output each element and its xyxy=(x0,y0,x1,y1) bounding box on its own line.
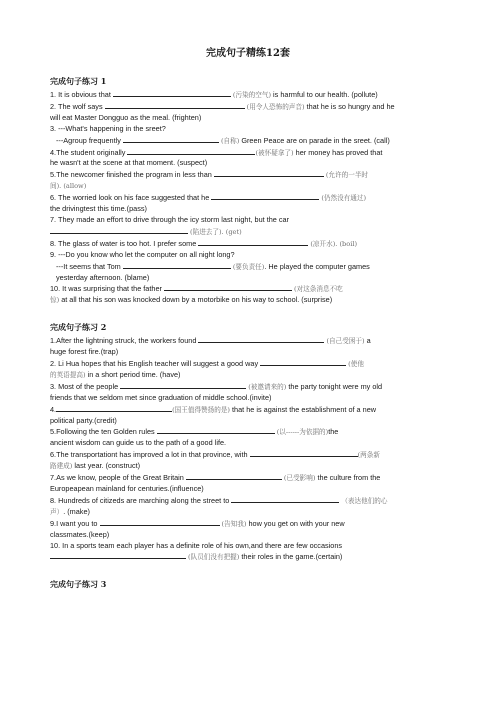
answer-blank[interactable] xyxy=(123,135,219,143)
document-page: 完成句子精练12套 完成句子练习 1 1. It is obvious that (污染的空气) is harmful to our health. (pollute) 2. The wolf says (用令人恐怖的声音) that he is so hungry and he will eat Master Dongguo as the meal. (frighten) 3. ---What's happening in the sreet? ---Agroup frequently (自称) Green Peace are on parade in the sreet. (call) 4.The student originally (被怀疑拿了) her money has proved that he wasn't at the scene at that moment. (suspect) 5.The newcomer finished the program in less than (允许的一半时 间). (allow) 6. The worried look on his face suggested that he (仍然没有通过) the drivingtest this time.(pass) 7. They made an effort to drive through the icy storm last night, but the car (陷进去了). (get) 8. The glass of water is too hot. I prefer some (凉开水). (boil) 9. ---Do you know who let the computer on all night long? ---It seems that Tom (要负责任). He played the computer games yesterday afternoon. (blame) 10. It was surprising that the father (对这条消息不吃 惊) at all that his son was knocked down by a motorbike on his way to school. (surprise) 完成句子练习 2 1.After the lightning struck, the workers found (自己受困于) a huge forest fire.(trap) 2. Li Hua hopes that his English teacher will suggest a good way (使他 的英语提高) in a short period time. (have) 3. Most of the people (被邀请来的) the party tonight were my old friends that we seldom met since graduation of middle school.(invite) 4. (国王值得赞扬的是) that he is against the establishment of a new political party.(credit) 5.Following the ten Golden rules (以------为依据的)the ancient wisdom can guide us to the path of a good life. 6.The transportationt has improved a lot in that province, with (两条新 路建成) last year. (construct) 7.As we know, people of the Great Britain (已受影响) the culture from the Europeapean mainland for centuries.(influence) 8. Hundreds of citizeds are marching along the street to （表达他们的心 声）. (make) 9.I want you to (告知我) how you get on with your new classmates.(keep) 10. In a sports team each player has a definite role of his own,and there are few occasions (队员们没有把握) their roles in the game.(certain) 完成句子练习 3 xyxy=(0,0,496,702)
answer-blank[interactable] xyxy=(100,518,220,526)
answer-blank[interactable] xyxy=(214,169,324,177)
question-2-5: 5.Following the ten Golden rules (以------为依据的)the ancient wisdom can guide us to the path of a good life. xyxy=(50,427,339,448)
question-2-2: 2. Li Hua hopes that his English teacher will suggest a good way (使他 的英语提高) in a short period time. (have) xyxy=(50,359,364,379)
section-heading-3: 完成句子练习 3 xyxy=(50,579,107,590)
answer-blank[interactable] xyxy=(164,283,292,291)
answer-blank[interactable] xyxy=(198,335,324,343)
question-2-1: 1.After the lightning struck, the workers found (自己受困于) a huge forest fire.(trap) xyxy=(50,336,371,357)
question-2-7: 7.As we know, people of the Great Britain (已受影响) the culture from the Europeapean mainland for centuries.(influence) xyxy=(50,473,381,493)
question-2-10: 10. In a sports team each player has a definite role of his own,and there are few occasions (队员们没有把握) their roles in the game.(certain) xyxy=(50,540,343,562)
question-2-8: 8. Hundreds of citizeds are marching along the street to （表达他们的心 声）. (make) xyxy=(50,495,388,516)
answer-blank[interactable] xyxy=(50,551,186,559)
section-heading-2: 完成句子练习 2 xyxy=(50,322,107,333)
answer-blank[interactable] xyxy=(250,449,358,457)
answer-blank[interactable] xyxy=(231,495,339,503)
answer-blank[interactable] xyxy=(105,101,245,109)
question-1-6: 6. The worried look on his face suggested that he (仍然没有通过) the drivingtest this time.(pass) xyxy=(50,193,367,214)
question-1-7: 7. They made an effort to drive through the icy storm last night, but the car (陷进去了). (get) xyxy=(50,214,290,236)
answer-blank[interactable] xyxy=(56,404,172,412)
question-2-9: 9.I want you to (告知我) how you get on with your new classmates.(keep) xyxy=(50,518,345,539)
answer-blank[interactable] xyxy=(260,358,346,366)
answer-blank[interactable] xyxy=(157,426,275,434)
answer-blank[interactable] xyxy=(198,238,308,246)
question-1-2: 2. The wolf says (用令人恐怖的声音) that he is so hungry and he will eat Master Dongguo as the meal. (frighten) xyxy=(50,101,395,122)
answer-blank[interactable] xyxy=(50,226,188,234)
document-title: 完成句子精练12套 xyxy=(206,48,290,59)
answer-blank[interactable] xyxy=(127,147,255,155)
chinese-hint: (污染的空气) xyxy=(232,91,272,99)
answer-blank[interactable] xyxy=(186,472,282,480)
question-1-10: 10. It was surprising that the father (对这条消息不吃 惊) at all that his son was knocked down by a motorbike on his way to school. (surprise) xyxy=(50,284,343,305)
answer-blank[interactable] xyxy=(211,192,319,200)
section-heading-1: 完成句子练习 1 xyxy=(50,76,107,86)
question-1-9: 9. ---Do you know who let the computer on all night long? xyxy=(50,249,235,259)
question-1-8: 8. The glass of water is too hot. I prefer some (凉开水). (boil) xyxy=(50,238,358,248)
question-2-6: 6.The transportationt has improved a lot in that province, with (两条新 路建成) last year. (construct) xyxy=(50,450,380,471)
answer-blank[interactable] xyxy=(123,261,231,269)
question-1-3: 3. ---What's happening in the sreet? xyxy=(50,123,166,133)
answer-blank[interactable] xyxy=(113,89,231,97)
question-1-5: 5.The newcomer finished the program in less than (允许的一半时 间). (allow) xyxy=(50,170,369,191)
question-2-3: 3. Most of the people (被邀请来的) the party tonight were my old friends that we seldom met since graduation of middle school.(invite) xyxy=(50,381,383,402)
question-2-4: 4. (国王值得赞扬的是) that he is against the establishment of a new political party.(credit) xyxy=(50,404,377,425)
answer-blank[interactable] xyxy=(120,381,246,389)
question-1-1: 1. It is obvious that (污染的空气) is harmful to our health. (pollute) xyxy=(50,90,378,99)
question-1-4: 4.The student originally (被怀疑拿了) her money has proved that he wasn't at the scene at that moment. (suspect) xyxy=(50,147,383,168)
